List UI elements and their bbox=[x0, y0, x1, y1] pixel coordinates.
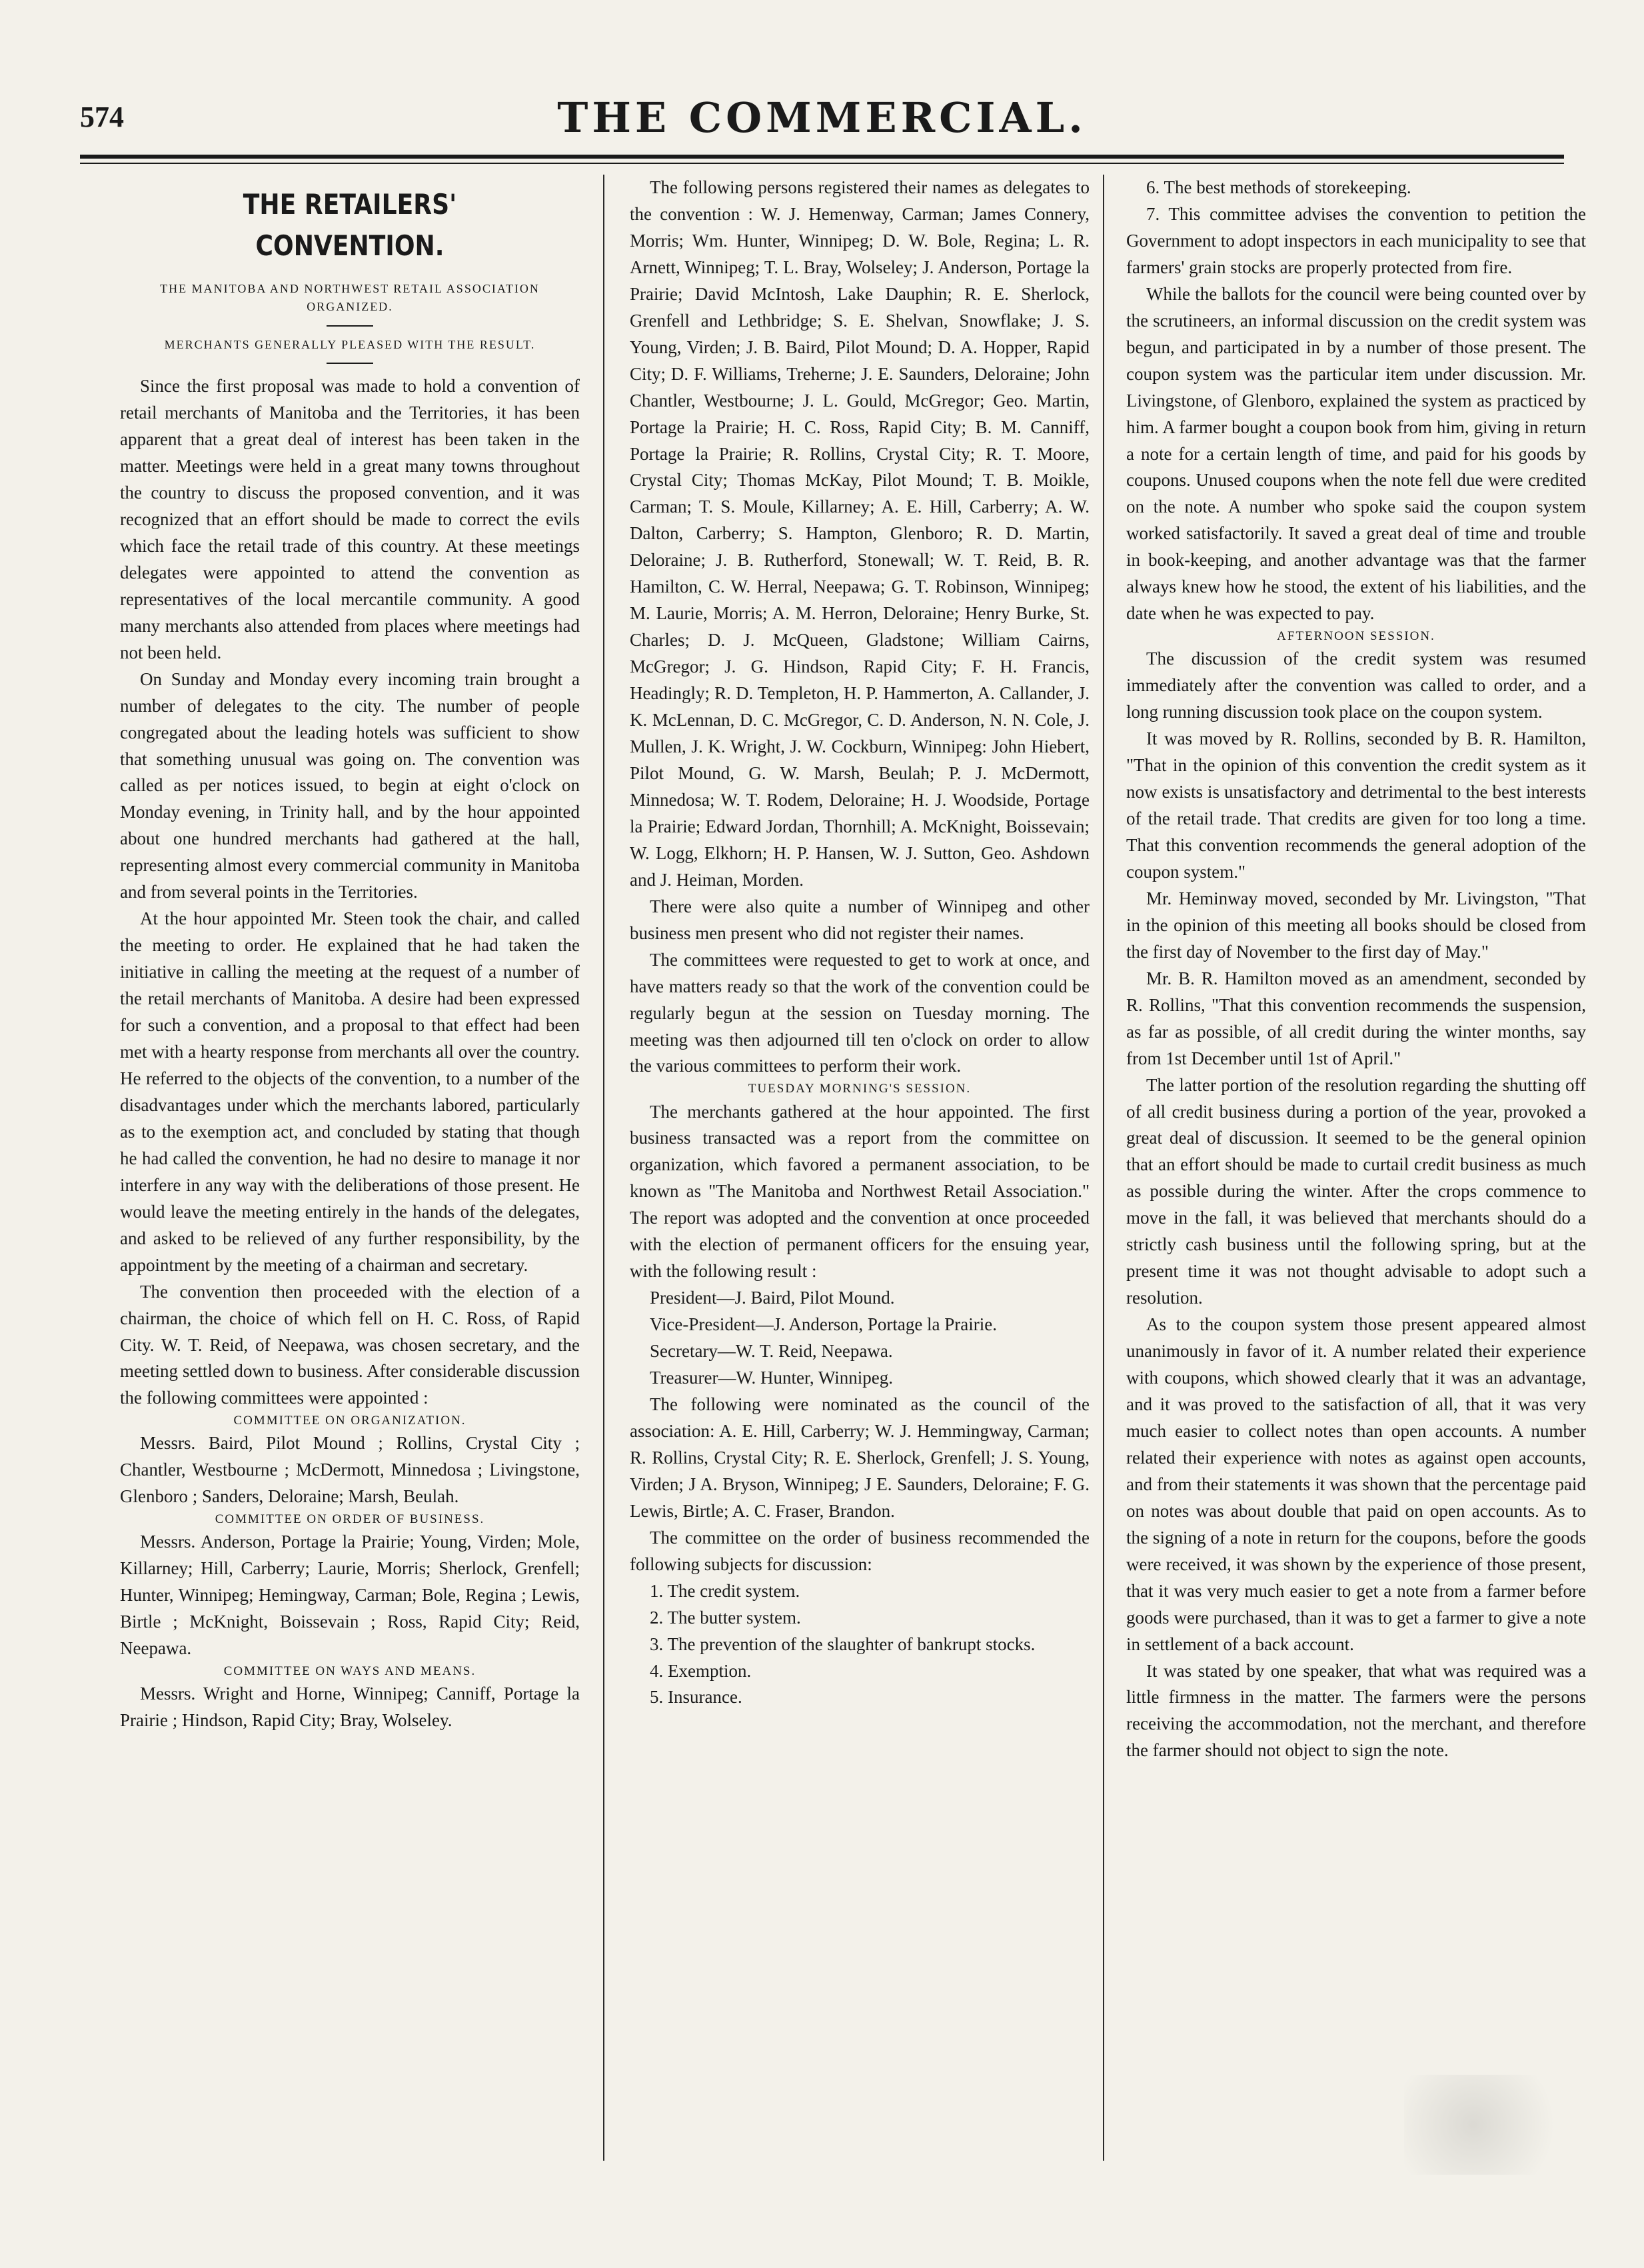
committee-heading: COMMITTEE ON ORDER OF BUSINESS. bbox=[215, 1512, 485, 1527]
list-item: 6. The best methods of storekeeping. bbox=[1146, 177, 1411, 197]
paragraph: The latter portion of the resolution regarding the shutting off of all credit business during a portion of the year, provoked a great deal of discussion. It seemed to be the general opinion that an effort should be made to curtail credit business as much as possible during the winter. After the crops commence to move in the fall, it was believed that merchants should do a strictly cash business until the following spring, but at the present time it was not thought advisable to adopt such a resolution. bbox=[1126, 1074, 1586, 1308]
paragraph: At the hour appointed Mr. Steen took the chair, and called the meeting to order. He explained that he had taken the initiative in calling the meeting at the request of a number of the retail merchants of Manitoba. A desire had been expressed for such a convention, and a proposal to that effect had been met with a hearty response from merchants all over the country. He referred to the objects of the convention, to a number of the disadvantages under which the merchants labored, particularly as to the exemption act, and concluded by stating that though he had called the convention, he had no desire to manage it nor interfere in any way with the deliberations of those present. He would leave the meeting entirely in the hands of the delegates, and asked to be relieved of any further responsibility, by the appointment by the meeting of a chairman and secretary. bbox=[120, 908, 580, 1275]
paragraph: The following were nominated as the council of the association: A. E. Hill, Carberry; W. J. Hemmingway, Carman; R. Rollins, Crystal City; R. E. Sherlock, Grenfell; J. S. Young, Virden; J A. Bryson, Winnipeg; J E. Saunders, Deloraine; F. G. Lewis, Birtle; A. C. Fraser, Brandon. bbox=[630, 1394, 1090, 1521]
officer-line: President—J. Baird, Pilot Mound. bbox=[650, 1288, 895, 1308]
paragraph: As to the coupon system those present appeared almost unanimously in favor of it. A number related their experience with coupons, which showed clearly that it was an advantage, and it was proved to the satisfaction of all, that it was very much easier to collect notes than open accounts. A number related their experience with notes as against open accounts, and from their statements it was shown that the percentage paid on notes was about double that paid on open accounts. As to the signing of a note in return for the coupons, before the goods were received, it was shown by the experience of those present, that it was very much easier to get a note from a farmer before goods were purchased, than it was to get a farmer to give a note in settlement of a back account. bbox=[1126, 1314, 1586, 1654]
list-item: 2. The butter system. bbox=[650, 1607, 801, 1628]
print-smudge bbox=[1404, 2075, 1577, 2175]
paragraph: The following persons registered their names as delegates to the convention : W. J. Hemenway, Carman; James Connery, Morris; Wm. Hunter, Winnipeg; D. W. Bole, Regina; L. R. Arnett, Winnipeg; T. L. Bray, Wolseley; J. Anderson, Portage la Prairie; David McIntosh, Lake Dauphin; R. E. Sherlock, Grenfell and Lethbridge; S. E. Shelvan, Snowflake; J. S. Young, Virden; J. B. Baird, Pilot Mound; D. A. Hopper, Rapid City; D. F. Williams, Treherne; J. E. Saunders, Deloraine; John Chantler, Westbourne; J. L. Gould, McGregor; Geo. Martin, Portage la Prairie; H. C. Ross, Rapid City; B. M. Canniff, Portage la Prairie; R. Rollins, Crystal City; R. T. Moore, Crystal City; Thomas McKay, Pilot Mound; T. B. Moikle, Carman; T. S. Moule, Killarney; A. E. Hill, Carberry; A. W. Dalton, Carberry; S. Hampton, Glenboro; R. D. Martin, Deloraine; J. B. Rutherford, Stonewall; W. T. Reid, B. R. Hamilton, C. W. Herral, Neepawa; G. T. Robinson, Winnipeg; M. Laurie, Morris; A. M. Herron, Deloraine; Henry Burke, St. Charles; D. J. McQueen, Gladstone; William Cairns, McGregor; J. G. Hindson, Rapid City; F. H. Francis, Headingly; R. D. Templeton, H. P. Hammerton, A. Callander, J. K. McLennan, D. C. McGregor, C. D. Anderson, N. N. Cole, J. Mullen, J. K. Wright, J. W. Cockburn, Winnipeg: John Hiebert, Pilot Mound, G. W. Marsh, Beulah; P. J. McDermott, Minnedosa; W. T. Rodem, Deloraine; H. J. Woodside, Portage la Prairie; Edward Jordan, Thornhill; A. McKnight, Boissevain; W. Logg, Elkhorn; H. P. Hansen, W. J. Sutton, Geo. Ashdown and J. Heiman, Morden. bbox=[630, 177, 1090, 890]
list-item: 4. Exemption. bbox=[650, 1660, 752, 1681]
paragraph: Mr. B. R. Hamilton moved as an amendment, seconded by R. Rollins, "That this convention recommends the suspension, as far as possible, of all credit during the winter months, say from 1st December until 1st of April." bbox=[1126, 968, 1586, 1068]
column-3 bbox=[1126, 175, 1586, 2174]
paragraph: On Sunday and Monday every incoming train brought a number of delegates to the city. The number of people congregated about the leading hotels was sufficient to show that something unusual was going on. The convention was called as per notices issued, to begin at eight o'clock on Monday evening, in Trinity hall, and by the hour appointed about one hundred merchants had gathered at the hall, representing almost every commercial community in Manitoba and from several points in the Territories. bbox=[120, 668, 580, 902]
paragraph: The committee on the order of business recommended the following subjects for discussion: bbox=[630, 1527, 1090, 1574]
paragraph: The convention then proceeded with the election of a chairman, the choice of which fell on H. C. Ross, of Rapid City. W. T. Reid, of Neepawa, was chosen secretary, and the meeting settled down to business. After considerable discussion the following committees were appointed : bbox=[120, 1281, 580, 1408]
paragraph: Messrs. Anderson, Portage la Prairie; Young, Virden; Mole, Killarney; Hill, Carberry; Laurie, Morris; Sherlock, Grenfell; Hunter, Winnipeg; Hemingway, Carman; Bole, Regina ; Lewis, Birtle ; McKnight, Boissevain ; Ross, Rapid City; Reid, Neepawa. bbox=[120, 1532, 580, 1659]
paragraph: The merchants gathered at the hour appointed. The first business transacted was a report from the committee on organization, which favored a permanent association, to be known as "The Manitoba and Northwest Retail Association." The report was adopted and the convention at once proceeded with the election of permanent officers for the ensuing year, with the following result : bbox=[630, 1101, 1090, 1282]
paragraph: Messrs. Wright and Horne, Winnipeg; Canniff, Portage la Prairie ; Hindson, Rapid City; Bray, Wolseley. bbox=[120, 1684, 580, 1731]
list-item: 5. Insurance. bbox=[650, 1687, 742, 1707]
officer-line: Treasurer—W. Hunter, Winnipeg. bbox=[650, 1368, 894, 1388]
article-subhead: THE MANITOBA AND NORTHWEST RETAIL ASSOCIATION ORGANIZED. bbox=[160, 282, 540, 313]
page-number: 574 bbox=[80, 101, 124, 133]
officer-line: Vice-President—J. Anderson, Portage la Prairie. bbox=[650, 1314, 998, 1335]
article-headline: THE RETAILERS' CONVENTION. bbox=[243, 188, 457, 263]
column-divider bbox=[603, 175, 604, 2161]
column-2 bbox=[630, 175, 1090, 2174]
session-heading: TUESDAY MORNING'S SESSION. bbox=[748, 1082, 972, 1096]
paragraph: Mr. Heminway moved, seconded by Mr. Livingston, "That in the opinion of this meeting all books should be closed from the first day of November to the first day of May." bbox=[1126, 888, 1586, 962]
committee-heading: COMMITTEE ON WAYS AND MEANS. bbox=[223, 1664, 476, 1679]
column-1 bbox=[120, 175, 580, 2174]
article-subhead: MERCHANTS GENERALLY PLEASED WITH THE RESULT. bbox=[164, 337, 536, 351]
committee-heading: COMMITTEE ON ORGANIZATION. bbox=[233, 1414, 466, 1428]
masthead-rule bbox=[80, 155, 1564, 159]
paragraph: The committees were requested to get to work at once, and have matters ready so that the work of the convention could be regularly begun at the session on Tuesday morning. The meeting was then adjourned till ten o'clock on order to allow the various committees to perform their work. bbox=[630, 949, 1090, 1076]
paragraph: The discussion of the credit system was resumed immediately after the convention was called to order, and a long running discussion took place on the coupon system. bbox=[1126, 648, 1586, 722]
short-rule bbox=[327, 325, 373, 327]
paragraph: It was stated by one speaker, that what was required was a little firmness in the matter. The farmers were the persons receiving the accommodation, not the merchant, and therefore the farmer should not object to sign the note. bbox=[1126, 1660, 1586, 1761]
list-item: 7. This committee advises the convention to petition the Government to adopt inspectors in each municipality to see that farmers' grain stocks are properly protected from fire. bbox=[1126, 203, 1586, 277]
paragraph: While the ballots for the council were being counted over by the scrutineers, an informal discussion on the credit system was begun, and participated in by a number of those present. The coupon system was the particular item under discussion. Mr. Livingstone, of Glenboro, explained the system as practiced by him. A farmer bought a coupon book from him, giving in return a note for a certain length of time, and paid for his goods by coupons. Unused coupons when the note fell due were credited on the note. A number who spoke said the coupon system worked satisfactorily. It saved a great deal of time and trouble in book-keeping, and another advantage was that the farmer always knew how he stood, the extent of his liabilities, and the date when he was expected to pay. bbox=[1126, 283, 1586, 624]
column-divider bbox=[1103, 175, 1104, 2161]
short-rule bbox=[327, 363, 373, 364]
masthead: THE COMMERCIAL. bbox=[557, 93, 1087, 142]
masthead-rule-thin bbox=[80, 163, 1564, 164]
paragraph: It was moved by R. Rollins, seconded by B. R. Hamilton, "That in the opinion of this convention the credit system as it now exists is unsatisfactory and detrimental to the best interests of the retail trade. That credits are given for too long a time. That this convention recommends the general adoption of the coupon system." bbox=[1126, 728, 1586, 882]
list-item: 3. The prevention of the slaughter of bankrupt stocks. bbox=[650, 1634, 1036, 1654]
list-item: 1. The credit system. bbox=[650, 1580, 800, 1601]
paragraph: There were also quite a number of Winnipeg and other business men present who did not register their names. bbox=[630, 896, 1090, 943]
paragraph: Messrs. Baird, Pilot Mound ; Rollins, Crystal City ; Chantler, Westbourne ; McDermott, Minnedosa ; Livingstone, Glenboro ; Sanders, Deloraine; Marsh, Beulah. bbox=[120, 1433, 580, 1507]
session-heading: AFTERNOON SESSION. bbox=[1277, 629, 1435, 644]
paragraph: Since the first proposal was made to hold a convention of retail merchants of Manitoba and the Territories, it has been apparent that a great deal of interest has been taken in the matter. Meetings were held in a great many towns throughout the country to discuss the proposed convention, and it was recognized that an effort should be made to correct the evils which face the retail trade of this country. At these meetings delegates were appointed to attend the convention as representatives of the local mercantile community. A good many merchants also attended from places where meetings had not been held. bbox=[120, 376, 580, 662]
officer-line: Secretary—W. T. Reid, Neepawa. bbox=[650, 1341, 893, 1362]
